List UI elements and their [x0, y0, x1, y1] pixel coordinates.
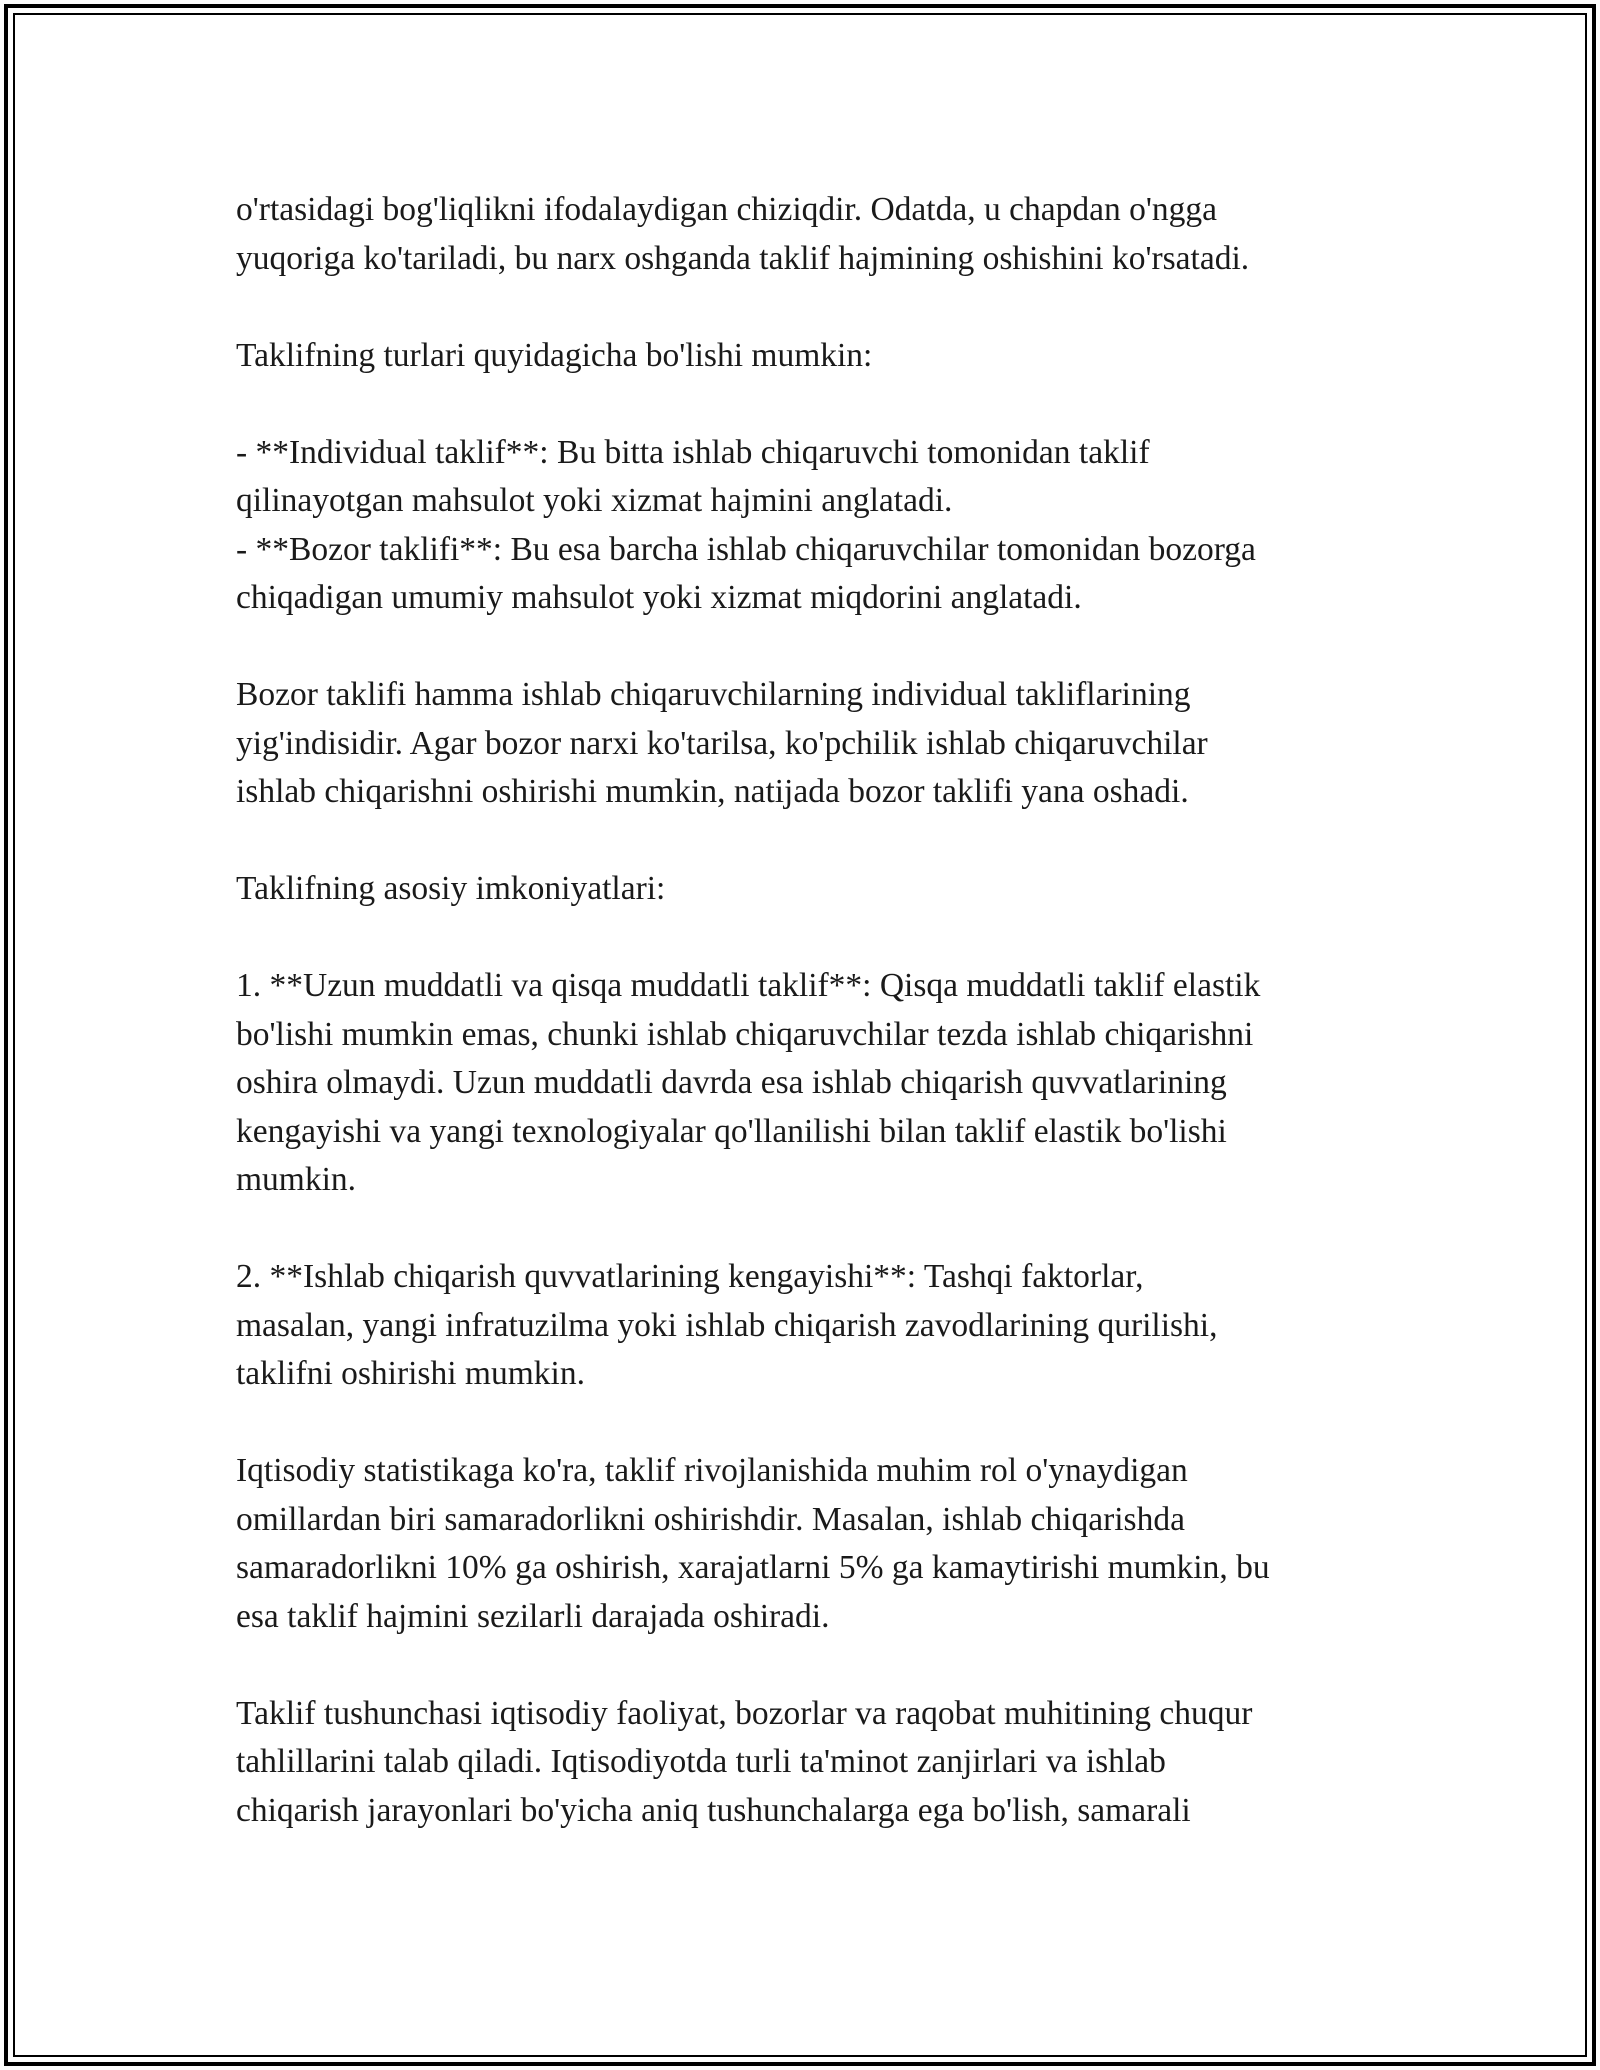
paragraph-supply-types-list: - **Individual taklif**: Bu bitta ishlab chiqaruvchi tomonidan taklif qilinayotgan mahsulot yoki xizmat hajmini anglatadi. - **Bozor taklifi**: Bu esa barcha ishlab chiqaruvchilar tomonidan bozorga chiqadigan umumiy mahsulot yoki xizmat miqdorini anglatadi.	[236, 433, 1256, 616]
paragraph-capabilities-intro: Taklifning asosiy imkoniyatlari:	[236, 870, 666, 907]
paragraph-statistics: Iqtisodiy statistikaga ko'ra, taklif rivojlanishida muhim rol o'ynaydigan omillardan biri samaradorlikni oshirishdir. Masalan, ishlab chiqarishda samaradorlikni 10% ga oshirish, xarajatlarni 5% ga kamaytirishi mumkin, bu esa taklif hajmini sezilarli darajada oshiradi.	[236, 1452, 1270, 1635]
paragraph-capacity-expansion: 2. **Ishlab chiqarish quvvatlarining kengayishi**: Tashqi faktorlar, masalan, yangi infratuzilma yoki ishlab chiqarish zavodlarining qurilishi, taklifni oshirishi mumkin.	[236, 1258, 1218, 1392]
paragraph-conclusion: Taklif tushunchasi iqtisodiy faoliyat, bozorlar va raqobat muhitining chuqur tahlillarini talab qiladi. Iqtisodiyotda turli ta'minot zanjirlari va ishlab chiqarish jarayonlari bo'yicha aniq tushunchalarga ega bo'lish, samarali	[236, 1694, 1253, 1829]
paragraph-supply-types-intro: Taklifning turlari quyidagicha bo'lishi mumkin:	[236, 336, 873, 374]
paragraph-market-supply: Bozor taklifi hamma ishlab chiqaruvchilarning individual takliflarining yig'indisidir. Agar bozor narxi ko'tarilsa, ko'pchilik ishlab chiqaruvchilar ishlab chiqarishni oshirishi mumkin, natijada bozor taklifi yana oshadi.	[236, 676, 1208, 810]
document-body	[236, 186, 1386, 1835]
paragraph-long-short-term: 1. **Uzun muddatli va qisqa muddatli taklif**: Qisqa muddatli taklif elastik bo'lishi mumkin emas, chunki ishlab chiqaruvchilar tezda ishlab chiqarishni oshira olmaydi. Uzun muddatli davrda esa ishlab chiqarish quvvatlarining kengayishi va yangi texnologiyalar qo'llanilishi bilan taklif elastik bo'lishi mumkin.	[236, 967, 1261, 1198]
paragraph-supply-curve: o'rtasidagi bog'liqlikni ifodalaydigan chiziqdir. Odatda, u chapdan o'ngga yuqoriga ko'tariladi, bu narx oshganda taklif hajmining oshishini ko'rsatadi.	[236, 191, 1250, 277]
